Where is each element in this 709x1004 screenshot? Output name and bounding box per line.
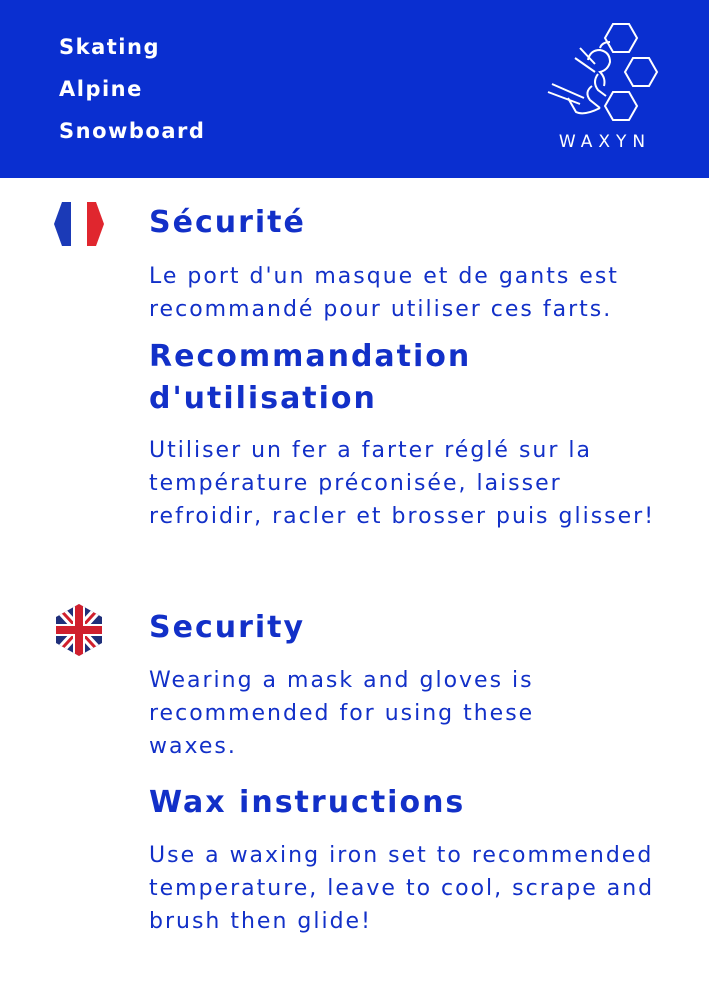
fr-usage-title: Recommandation d'utilisation <box>149 339 472 416</box>
en-usage-text: Use a waxing iron set to recommended temperature, leave to cool, scrape and brush then glide! <box>149 843 655 934</box>
en-usage-title: Wax instructions <box>149 785 466 820</box>
sport-skating: Skating <box>59 35 160 59</box>
uk-flag-icon <box>54 603 104 657</box>
en-security-title: Security <box>149 610 306 645</box>
sport-alpine: Alpine <box>59 77 143 101</box>
fr-security-text: Le port d'un masque et de gants est recommandé pour utiliser ces farts. <box>149 264 619 322</box>
waxyn-logo <box>540 20 670 160</box>
en-security-text: Wearing a mask and gloves is recommended for using these waxes. <box>149 668 535 759</box>
sport-snowboard: Snowboard <box>59 119 206 143</box>
fr-security-title: Sécurité <box>149 205 306 240</box>
sports-list <box>59 30 205 156</box>
brand-name: WAXYN <box>558 132 652 152</box>
header-banner <box>0 0 709 178</box>
fr-usage-text: Utiliser un fer a farter réglé sur la température préconisée, laisser refroidir, racler et brosser puis glisser! <box>149 438 656 529</box>
france-flag-icon <box>54 200 104 248</box>
hexagon-skier-icon <box>540 20 670 130</box>
